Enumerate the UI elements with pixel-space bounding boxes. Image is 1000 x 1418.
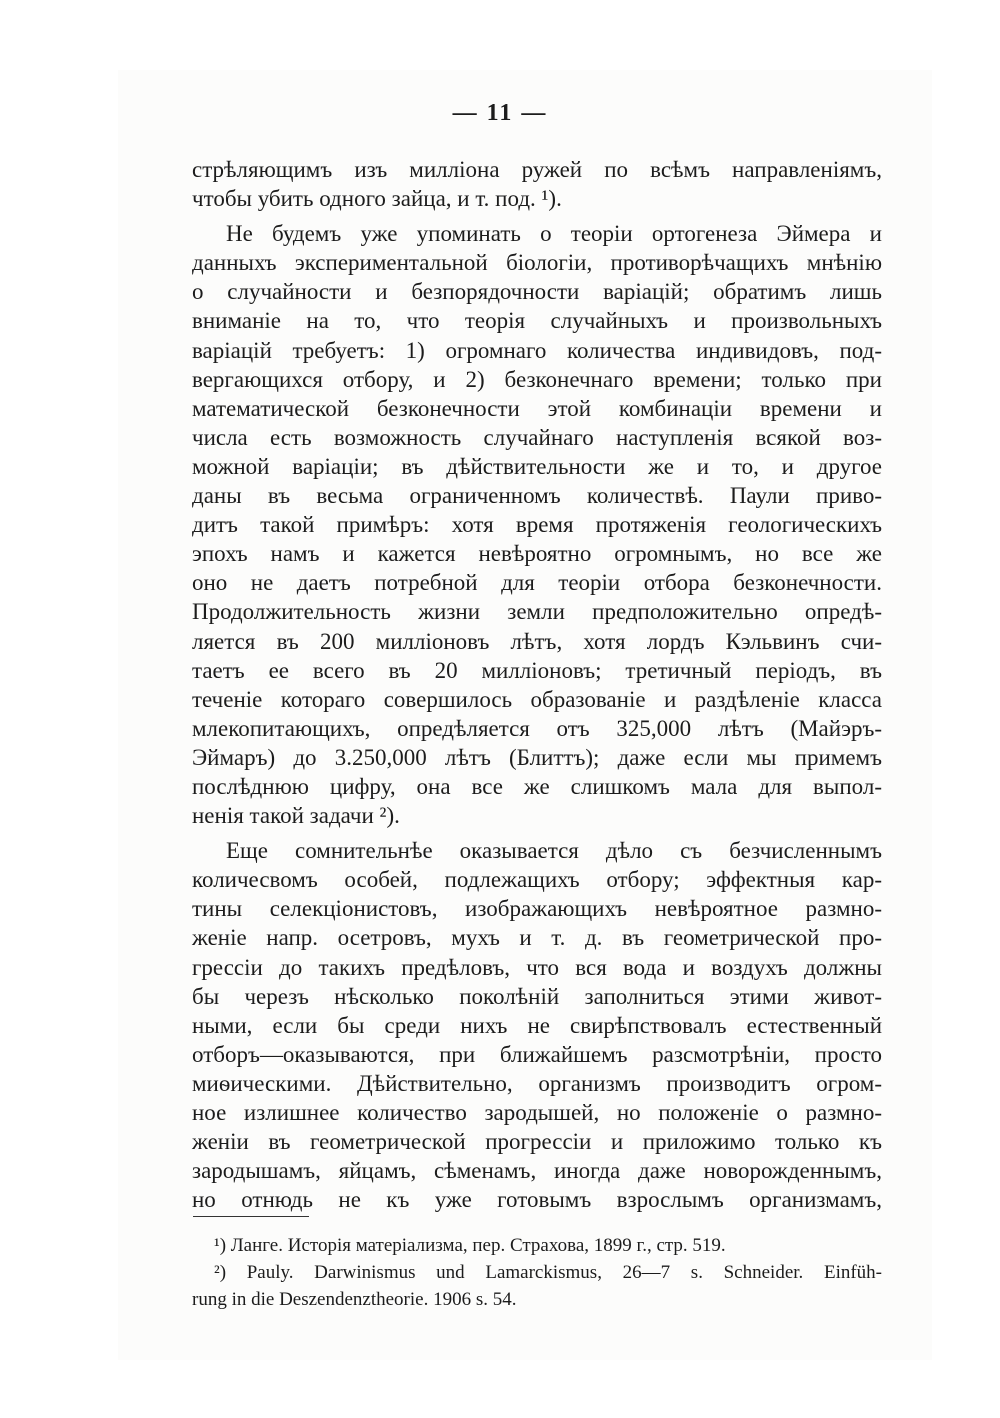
text-line: количесвомъ особей, подлежащихъ отбору; эффектныя кар-: [192, 867, 882, 893]
page-number: — 11 —: [452, 100, 548, 126]
text-line: грессіи до такихъ предѣловъ, что вся вода и воздухъ должны: [192, 954, 882, 980]
text-line: бы черезъ нѣсколько поколѣній заполниться этими живот-: [192, 983, 882, 1009]
text-line: числа есть возможность случайнаго наступленія всякой воз-: [192, 424, 882, 450]
text-line: варіацій требуетъ: 1) огромнаго количества индивидовъ, под-: [192, 337, 882, 363]
text-line: вергающихся отбору, и 2) безконечнаго времени; только при: [192, 366, 882, 392]
text-line: женіе напр. осетровъ, мухъ и т. д. въ геометрической про-: [192, 925, 882, 951]
text-line: послѣднюю цифру, она все же слишкомъ мала для выпол-: [192, 773, 882, 799]
text-line: математической безконечности этой комбинаціи времени и: [192, 395, 882, 421]
text-line: о случайности и безпорядочности варіацій; обратимъ лишь: [192, 279, 882, 305]
text-line: можной варіаціи; въ дѣйствительности же и то, и другое: [192, 453, 882, 479]
text-line: отборъ—оказываются, при ближайшемъ разсмотрѣніи, просто: [192, 1041, 882, 1067]
text-line: оно не даетъ потребной для теоріи отбора безконечности.: [192, 570, 882, 596]
text-line: ными, если бы среди нихъ не свирѣпствовалъ естественный: [192, 1012, 882, 1038]
text-line: ненія такой задачи ²).: [192, 803, 400, 829]
text-line: дитъ такой примѣръ: хотя время протяженія геологическихъ: [192, 512, 882, 538]
text-line: данныхъ экспериментальной біологіи, противорѣчащихъ мнѣнію: [192, 250, 882, 276]
text-line: стрѣляющимъ изъ милліона ружей по всѣмъ направленіямъ,: [192, 157, 882, 182]
text-line: таетъ ее всего въ 20 милліоновъ; третичный періодъ, въ: [192, 657, 882, 683]
text-line: Эймаръ) до 3.250,000 лѣтъ (Блиттъ); даже если мы примемъ: [192, 744, 882, 770]
text-line: вниманіе на то, что теорія случайныхъ и произвольныхъ: [192, 308, 882, 334]
text-line: тины селекціонистовъ, изображающихъ невѣроятное размно-: [192, 896, 882, 922]
text-line: даны въ весьма ограниченномъ количествѣ. Паули приво-: [192, 483, 882, 509]
footnote-1: ¹) Ланге. Исторія матеріализма, пер. Страхова, 1899 г., стр. 519.: [214, 1235, 726, 1256]
text-line: женіи въ геометрической прогрессіи и приложимо только къ: [192, 1129, 882, 1155]
text-line: но отнюдь не къ уже готовымъ взрослымъ организмамъ,: [192, 1187, 882, 1213]
paragraph-start-line: Еще сомнительнѣе оказывается дѣло съ безчисленнымъ: [226, 838, 882, 864]
paragraph-start-line: Не будемъ уже упоминать о теоріи ортогенеза Эймера и: [226, 221, 882, 247]
text-line: чтобы убить одного зайца, и т. под. ¹).: [192, 186, 562, 212]
text-line: Продолжительность жизни земли предположительно опредѣ-: [192, 599, 882, 625]
text-line: ное излишнее количество зародышей, но положеніе о размно-: [192, 1100, 882, 1125]
footnote-2: ²) Pauly. Darwinismus und Lamarckismus, 26—7 s. Schneider. Einfüh-: [214, 1262, 882, 1283]
footnote-separator: [193, 1216, 309, 1217]
body-text: [192, 155, 882, 1214]
text-line: млекопитающихъ, опредѣляется отъ 325,000 лѣтъ (Майэръ-: [192, 715, 882, 741]
text-line: ляется въ 200 милліоновъ лѣтъ, хотя лордъ Кэльвинъ счи-: [192, 628, 882, 654]
text-line: теченіе котораго совершилось образованіе и раздѣленіе класса: [192, 686, 882, 712]
footnote-2-continuation: rung in die Deszendenztheorie. 1906 s. 54.: [192, 1289, 517, 1310]
text-line: эпохъ намъ и кажется невѣроятно огромнымъ, но все же: [192, 541, 882, 567]
text-line: зародышамъ, яйцамъ, сѣменамъ, иногда даже новорожденнымъ,: [192, 1158, 882, 1184]
text-line: миѳическими. Дѣйствительно, организмъ производитъ огром-: [192, 1070, 882, 1096]
footnotes: [192, 1232, 882, 1313]
